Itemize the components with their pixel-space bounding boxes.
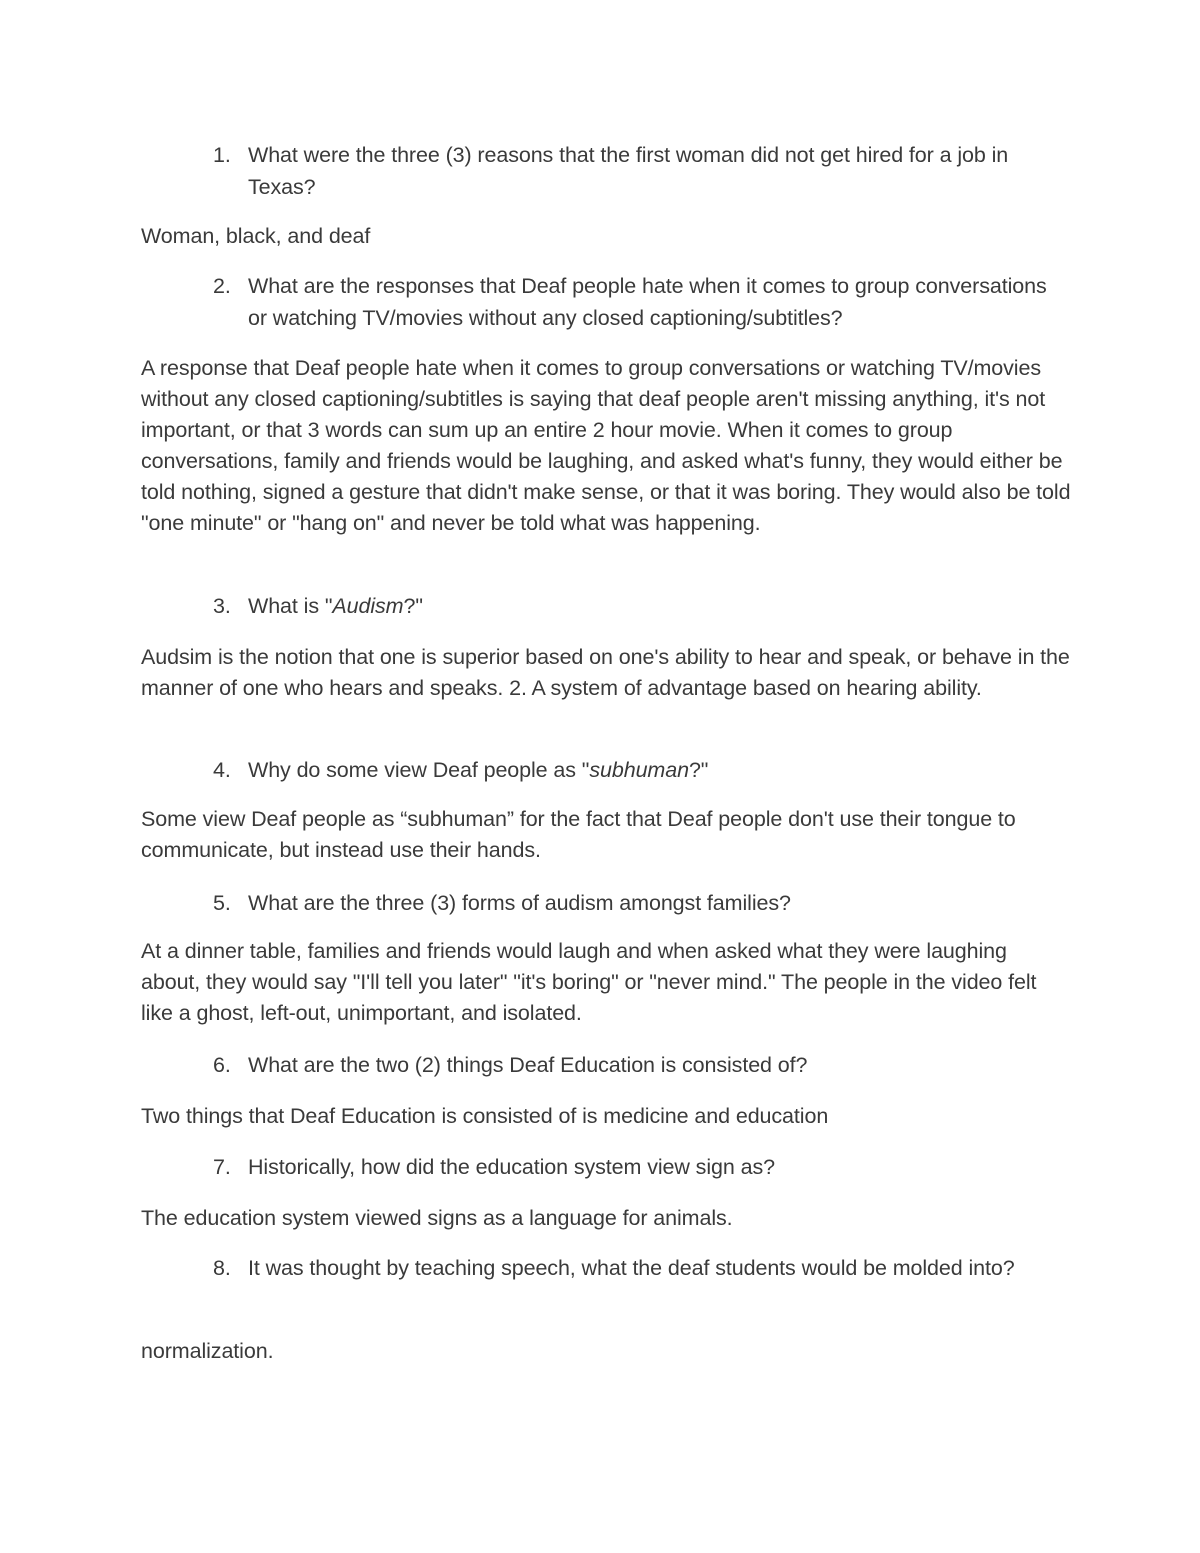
answer-2: A response that Deaf people hate when it comes to group conversations or watching TV/movies without any closed captioning/subtitles is saying that deaf people aren't missing anything, it's not important, or that 3 words can sum up an entire 2 hour movie. When it comes to group conversations, family and friends would be laughing, and asked what's funny, they would either be told nothing, signed a gesture that didn't make sense, or that it was boring. They would also be told "one minute" or "hang on" and never be told what was happening. <box>141 356 1071 535</box>
question-number: 2. <box>213 274 231 298</box>
question-number: 3. <box>213 594 231 618</box>
answer-4: Some view Deaf people as “subhuman” for the fact that Deaf people don't use their tongue to communicate, but instead use their hands. <box>141 807 1016 862</box>
question-text <box>248 590 1071 622</box>
question-number: 8. <box>213 1256 231 1280</box>
answer-8: normalization. <box>141 1339 274 1363</box>
question-text: It was thought by teaching speech, what the deaf students would be molded into? <box>248 1256 1015 1280</box>
question-text: What are the two (2) things Deaf Education is consisted of? <box>248 1053 808 1077</box>
answer-6: Two things that Deaf Education is consisted of is medicine and education <box>141 1104 829 1128</box>
question-number: 5. <box>213 891 231 915</box>
question-text: Historically, how did the education system view sign as? <box>248 1155 775 1179</box>
question-number: 4. <box>213 758 231 782</box>
question-text <box>248 754 1071 786</box>
question-number: 7. <box>213 1155 231 1179</box>
question-text-post: ?" <box>688 758 709 782</box>
question-text-post: ?" <box>403 594 423 618</box>
question-term-audism: Audism <box>332 594 404 618</box>
answer-7: The education system viewed signs as a language for animals. <box>141 1206 733 1230</box>
question-text-pre: What is " <box>248 594 333 618</box>
question-text: What are the responses that Deaf people hate when it comes to group conversations or watching TV/movies without any closed captioning/subtitles? <box>248 274 1047 330</box>
question-term-subhuman: subhuman <box>589 758 689 782</box>
question-text: What were the three (3) reasons that the first woman did not get hired for a job in Texas? <box>248 143 1009 199</box>
question-number: 1. <box>213 143 231 167</box>
question-text: What are the three (3) forms of audism amongst families? <box>248 891 791 915</box>
answer-1: Woman, black, and deaf <box>141 224 371 248</box>
answer-5: At a dinner table, families and friends would laugh and when asked what they were laughing about, they would say "I'll tell you later" "it's boring" or "never mind." The people in the video felt like a ghost, left-out, unimportant, and isolated. <box>141 939 1037 1025</box>
question-text-pre: Why do some view Deaf people as " <box>248 758 590 782</box>
answer-3: Audsim is the notion that one is superior based on one's ability to hear and speak, or behave in the manner of one who hears and speaks. 2. A system of advantage based on hearing ability. <box>141 645 1070 700</box>
question-number: 6. <box>213 1053 231 1077</box>
